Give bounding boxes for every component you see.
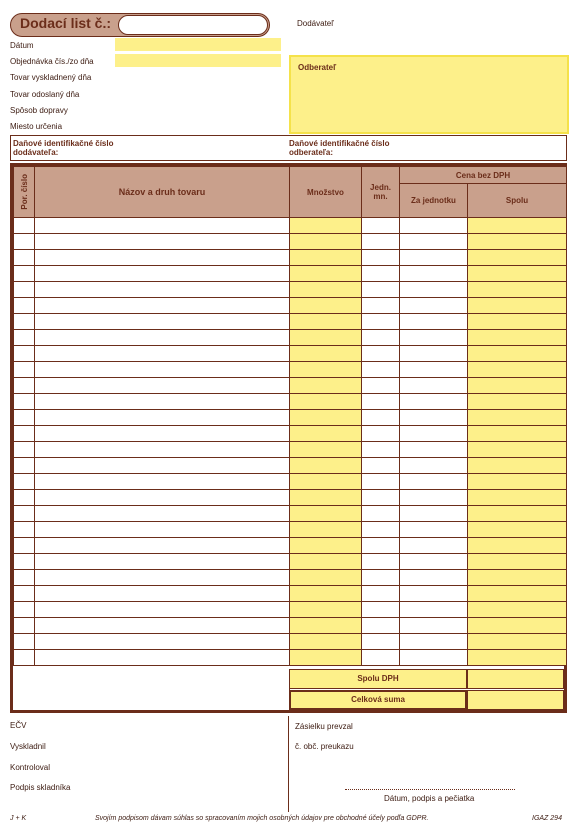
table-cell[interactable]: [362, 650, 400, 666]
table-cell[interactable]: [362, 522, 400, 538]
table-cell[interactable]: [290, 298, 362, 314]
footer-code: IGAZ 294: [532, 815, 562, 822]
table-cell[interactable]: [468, 378, 567, 394]
footer-left: J + K: [10, 815, 27, 822]
table-cell[interactable]: [468, 282, 567, 298]
table-cell[interactable]: [362, 314, 400, 330]
table-cell[interactable]: [468, 346, 567, 362]
col-header-name: Názov a druh tovaru: [35, 167, 290, 218]
table-row: [14, 506, 567, 522]
table-row: [14, 378, 567, 394]
table-cell[interactable]: [468, 426, 567, 442]
table-row: [14, 298, 567, 314]
warehouse-label: Vyskladnil: [10, 742, 46, 751]
table-cell[interactable]: [290, 442, 362, 458]
table-cell[interactable]: [362, 570, 400, 586]
table-cell[interactable]: [362, 538, 400, 554]
table-cell[interactable]: [35, 538, 290, 554]
table-cell[interactable]: [290, 586, 362, 602]
table-cell[interactable]: [14, 426, 35, 442]
customer-tax-id-label: [289, 139, 389, 157]
table-cell[interactable]: [290, 490, 362, 506]
table-cell[interactable]: [290, 474, 362, 490]
table-cell[interactable]: [35, 266, 290, 282]
table-row: [14, 426, 567, 442]
table-cell[interactable]: [14, 298, 35, 314]
table-cell[interactable]: [362, 346, 400, 362]
items-table: [13, 166, 567, 666]
bottom-divider: [288, 716, 289, 812]
table-cell[interactable]: [290, 570, 362, 586]
table-cell[interactable]: [400, 330, 468, 346]
table-row: [14, 618, 567, 634]
table-cell[interactable]: [400, 378, 468, 394]
table-cell[interactable]: [14, 634, 35, 650]
table-cell[interactable]: [14, 618, 35, 634]
table-row: [14, 650, 567, 666]
table-cell[interactable]: [400, 602, 468, 618]
table-row: [14, 538, 567, 554]
table-cell[interactable]: [290, 250, 362, 266]
table-cell[interactable]: [290, 346, 362, 362]
table-row: [14, 554, 567, 570]
table-cell[interactable]: [35, 490, 290, 506]
table-row: [14, 346, 567, 362]
table-cell[interactable]: [468, 538, 567, 554]
table-cell[interactable]: [35, 474, 290, 490]
table-row: [14, 362, 567, 378]
table-row: [14, 570, 567, 586]
supplier-tax-id-line2: dodávateľa:: [13, 148, 59, 157]
table-cell[interactable]: [290, 634, 362, 650]
table-cell[interactable]: [468, 490, 567, 506]
table-cell[interactable]: [290, 538, 362, 554]
table-cell[interactable]: [400, 618, 468, 634]
table-cell[interactable]: [400, 298, 468, 314]
table-row: [14, 490, 567, 506]
col-header-unit-price: Za jednotku: [400, 184, 468, 218]
table-row: [14, 522, 567, 538]
table-cell[interactable]: [400, 266, 468, 282]
col-unit-line1: Jedn.: [370, 183, 391, 192]
table-cell[interactable]: [362, 378, 400, 394]
table-cell[interactable]: [400, 218, 468, 234]
supplier-tax-id-label: [13, 139, 113, 157]
table-row: [14, 586, 567, 602]
table-cell[interactable]: [400, 234, 468, 250]
table-row: [14, 218, 567, 234]
col-index-text: Por. číslo: [19, 174, 29, 210]
table-cell[interactable]: [468, 522, 567, 538]
table-cell[interactable]: [362, 490, 400, 506]
table-row: [14, 266, 567, 282]
table-row: [14, 410, 567, 426]
table-row: [14, 634, 567, 650]
table-cell[interactable]: [400, 570, 468, 586]
table-cell[interactable]: [400, 522, 468, 538]
table-cell[interactable]: [400, 538, 468, 554]
grand-total-label: Celková suma: [289, 690, 467, 710]
table-cell[interactable]: [362, 586, 400, 602]
table-cell[interactable]: [468, 458, 567, 474]
table-cell[interactable]: [468, 586, 567, 602]
table-cell[interactable]: [35, 634, 290, 650]
table-cell[interactable]: [14, 410, 35, 426]
table-cell[interactable]: [400, 282, 468, 298]
table-cell[interactable]: [400, 394, 468, 410]
table-cell[interactable]: [290, 506, 362, 522]
table-cell[interactable]: [290, 234, 362, 250]
table-cell[interactable]: [290, 330, 362, 346]
table-cell[interactable]: [400, 554, 468, 570]
table-cell[interactable]: [14, 282, 35, 298]
totals-blank: [13, 669, 290, 710]
table-cell[interactable]: [35, 554, 290, 570]
table-cell[interactable]: [14, 394, 35, 410]
table-cell[interactable]: [468, 314, 567, 330]
table-cell[interactable]: [362, 250, 400, 266]
col-header-unit: [362, 167, 400, 218]
table-cell[interactable]: [362, 474, 400, 490]
signature-label: Podpis skladníka: [10, 783, 71, 792]
table-cell[interactable]: [400, 346, 468, 362]
ecv-label: EČV: [10, 721, 27, 730]
table-cell[interactable]: [35, 234, 290, 250]
table-cell[interactable]: [362, 442, 400, 458]
table-cell[interactable]: [35, 442, 290, 458]
table-cell[interactable]: [290, 458, 362, 474]
table-cell[interactable]: [290, 602, 362, 618]
table-cell[interactable]: [362, 330, 400, 346]
shipped-warehouse-label: Tovar vyskladnený dňa: [10, 73, 92, 82]
table-cell[interactable]: [400, 442, 468, 458]
table-cell[interactable]: [400, 586, 468, 602]
order-field[interactable]: [115, 54, 281, 67]
table-cell[interactable]: [35, 618, 290, 634]
table-cell[interactable]: [468, 442, 567, 458]
table-cell[interactable]: [14, 602, 35, 618]
table-cell[interactable]: [290, 522, 362, 538]
table-cell[interactable]: [400, 490, 468, 506]
table-cell[interactable]: [468, 602, 567, 618]
table-cell[interactable]: [14, 442, 35, 458]
table-cell[interactable]: [14, 554, 35, 570]
table-cell[interactable]: [14, 346, 35, 362]
table-cell[interactable]: [468, 298, 567, 314]
table-cell[interactable]: [468, 362, 567, 378]
table-cell[interactable]: [468, 618, 567, 634]
document-title: Dodací list č.:: [20, 15, 112, 31]
table-cell[interactable]: [468, 218, 567, 234]
table-cell[interactable]: [35, 298, 290, 314]
table-cell[interactable]: [362, 266, 400, 282]
table-row: [14, 602, 567, 618]
table-cell[interactable]: [400, 650, 468, 666]
received-label: Zásielku prevzal: [295, 722, 353, 731]
table-cell[interactable]: [362, 602, 400, 618]
table-cell[interactable]: [35, 394, 290, 410]
vat-total-field[interactable]: [467, 669, 564, 689]
table-cell[interactable]: [400, 314, 468, 330]
table-cell[interactable]: [14, 314, 35, 330]
col-header-index: [14, 167, 35, 218]
table-cell[interactable]: [290, 650, 362, 666]
table-cell[interactable]: [362, 298, 400, 314]
table-cell[interactable]: [35, 314, 290, 330]
table-cell[interactable]: [290, 394, 362, 410]
table-cell[interactable]: [14, 490, 35, 506]
table-cell[interactable]: [362, 634, 400, 650]
signature-line: [345, 788, 515, 790]
table-row: [14, 250, 567, 266]
table-cell[interactable]: [400, 506, 468, 522]
table-cell[interactable]: [35, 426, 290, 442]
table-row: [14, 394, 567, 410]
table-cell[interactable]: [35, 330, 290, 346]
table-row: [14, 458, 567, 474]
table-cell[interactable]: [290, 554, 362, 570]
table-cell[interactable]: [35, 650, 290, 666]
order-label: Objednávka čís./zo dňa: [10, 57, 94, 66]
checked-label: Kontroloval: [10, 763, 51, 772]
table-cell[interactable]: [362, 426, 400, 442]
table-cell[interactable]: [290, 410, 362, 426]
table-cell[interactable]: [14, 586, 35, 602]
customer-label: Odberateľ: [298, 63, 337, 72]
table-cell[interactable]: [400, 250, 468, 266]
id-card-label: č. obč. preukazu: [295, 742, 354, 751]
table-cell[interactable]: [290, 282, 362, 298]
table-cell[interactable]: [468, 266, 567, 282]
table-row: [14, 282, 567, 298]
table-cell[interactable]: [468, 410, 567, 426]
table-cell[interactable]: [14, 378, 35, 394]
table-cell[interactable]: [35, 506, 290, 522]
customer-tax-id-line1: Daňové identifikačné číslo: [289, 139, 390, 148]
footer-gdpr: Svojím podpisom dávam súhlas so spracovaním mojich osobných údajov pre obchodné účely podľa GDPR.: [95, 815, 429, 822]
date-label: Dátum: [10, 41, 34, 50]
table-row: [14, 442, 567, 458]
table-cell[interactable]: [468, 634, 567, 650]
destination-label: Miesto určenia: [10, 122, 63, 131]
table-row: [14, 234, 567, 250]
table-cell[interactable]: [468, 250, 567, 266]
table-cell[interactable]: [14, 522, 35, 538]
table-cell[interactable]: [468, 554, 567, 570]
table-cell[interactable]: [35, 378, 290, 394]
table-cell[interactable]: [468, 474, 567, 490]
table-cell[interactable]: [362, 234, 400, 250]
table-cell[interactable]: [35, 218, 290, 234]
table-cell[interactable]: [14, 330, 35, 346]
table-cell[interactable]: [14, 570, 35, 586]
grand-total-field[interactable]: [467, 690, 564, 710]
table-cell[interactable]: [400, 362, 468, 378]
delivery-note-number-field[interactable]: [118, 15, 268, 35]
table-cell[interactable]: [14, 250, 35, 266]
table-cell[interactable]: [35, 458, 290, 474]
table-row: [14, 314, 567, 330]
table-row: [14, 330, 567, 346]
table-cell[interactable]: [290, 218, 362, 234]
table-cell[interactable]: [14, 506, 35, 522]
table-cell[interactable]: [468, 650, 567, 666]
table-cell[interactable]: [290, 362, 362, 378]
table-cell[interactable]: [14, 538, 35, 554]
table-cell[interactable]: [290, 618, 362, 634]
table-cell[interactable]: [400, 458, 468, 474]
table-cell[interactable]: [400, 634, 468, 650]
table-cell[interactable]: [468, 234, 567, 250]
table-cell[interactable]: [14, 650, 35, 666]
table-cell[interactable]: [14, 474, 35, 490]
table-cell[interactable]: [362, 282, 400, 298]
col-header-qty: Množstvo: [290, 167, 362, 218]
table-cell[interactable]: [362, 618, 400, 634]
table-cell[interactable]: [35, 250, 290, 266]
transport-label: Spôsob dopravy: [10, 106, 68, 115]
col-header-price-group: Cena bez DPH: [400, 167, 567, 184]
table-cell[interactable]: [290, 314, 362, 330]
date-sign-label: Dátum, podpis a pečiatka: [384, 794, 475, 803]
table-cell[interactable]: [290, 266, 362, 282]
supplier-label: Dodávateľ: [297, 19, 334, 28]
table-cell[interactable]: [35, 282, 290, 298]
table-cell[interactable]: [14, 234, 35, 250]
vat-total-label: Spolu DPH: [289, 669, 467, 689]
table-cell[interactable]: [14, 362, 35, 378]
table-cell[interactable]: [468, 506, 567, 522]
table-cell[interactable]: [290, 378, 362, 394]
table-cell[interactable]: [362, 362, 400, 378]
table-cell[interactable]: [35, 570, 290, 586]
table-cell[interactable]: [35, 586, 290, 602]
table-cell[interactable]: [362, 410, 400, 426]
table-cell[interactable]: [468, 570, 567, 586]
table-cell[interactable]: [35, 602, 290, 618]
table-cell[interactable]: [362, 554, 400, 570]
table-cell[interactable]: [400, 474, 468, 490]
table-cell[interactable]: [14, 458, 35, 474]
supplier-tax-id-line1: Daňové identifikačné číslo: [13, 139, 114, 148]
table-row: [14, 474, 567, 490]
table-cell[interactable]: [400, 410, 468, 426]
table-cell[interactable]: [14, 266, 35, 282]
table-cell[interactable]: [35, 522, 290, 538]
table-cell[interactable]: [468, 394, 567, 410]
table-cell[interactable]: [468, 330, 567, 346]
table-cell[interactable]: [35, 410, 290, 426]
customer-tax-id-line2: odberateľa:: [289, 148, 333, 157]
date-field[interactable]: [115, 38, 281, 51]
table-cell[interactable]: [400, 426, 468, 442]
table-cell[interactable]: [362, 458, 400, 474]
table-cell[interactable]: [35, 346, 290, 362]
table-cell[interactable]: [14, 218, 35, 234]
table-cell[interactable]: [362, 394, 400, 410]
table-cell[interactable]: [362, 218, 400, 234]
col-unit-line2: mn.: [373, 192, 388, 201]
table-cell[interactable]: [362, 506, 400, 522]
shipped-sent-label: Tovar odoslaný dňa: [10, 90, 80, 99]
table-cell[interactable]: [290, 426, 362, 442]
col-header-total: Spolu: [468, 184, 567, 218]
table-cell[interactable]: [35, 362, 290, 378]
